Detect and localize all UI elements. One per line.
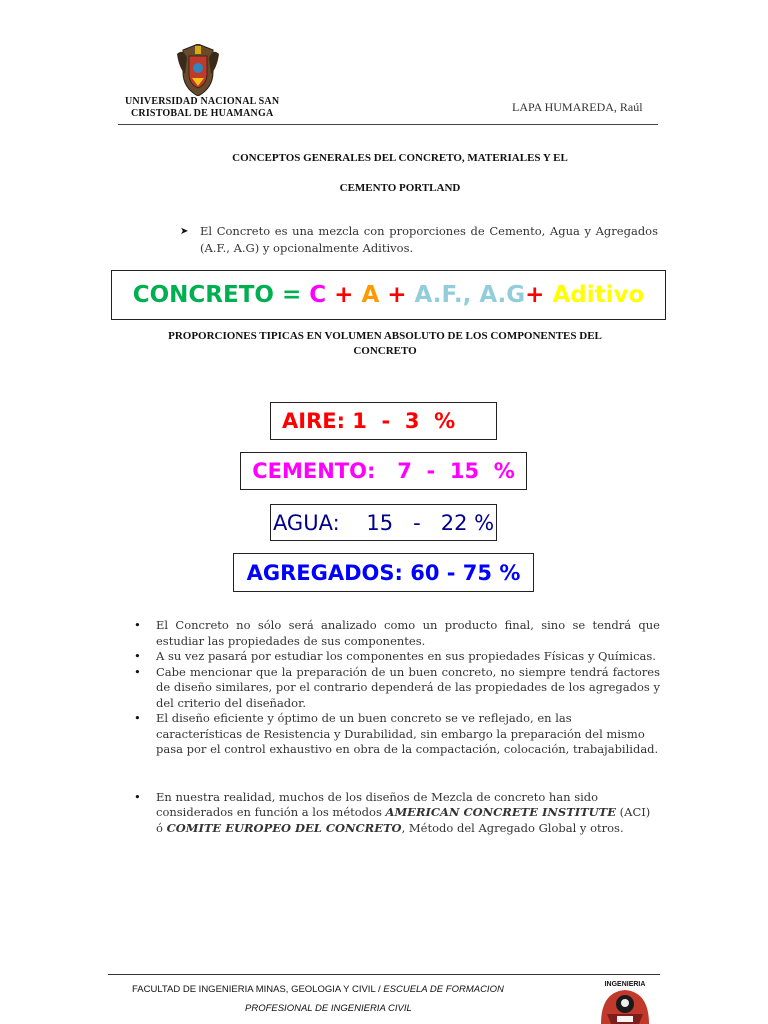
list-item: • El Concreto no sólo será analizado como un producto final, sino se tendrá que estudiar las propiedades de sus componentes.	[134, 618, 660, 649]
agregados-proportion-box: AGREGADOS: 60 - 75 %	[233, 553, 534, 592]
proportions-subtitle	[120, 329, 650, 359]
methods-text-3: , Método del Agregado Global y otros.	[401, 820, 624, 835]
list-item: • Cabe mencionar que la preparación de un buen concreto, no siempre tendrá factores de diseño similares, por el contrario dependerá de las propiedades de los agregados y del criterio del diseñador.	[134, 665, 660, 712]
university-name	[125, 96, 279, 120]
formula-plus-3: +	[525, 282, 553, 308]
footer-divider	[108, 974, 660, 975]
subtitle-line-2: CONCRETO	[353, 345, 417, 357]
cemento-proportion-box: CEMENTO: 7 - 15 %	[240, 452, 527, 490]
footer-line-1	[132, 984, 504, 995]
list-item: • A su vez pasará por estudiar los componentes en sus propiedades Físicas y Químicas.	[134, 649, 660, 665]
formula-equals: =	[273, 282, 310, 308]
logo-text: INGENIERIA	[604, 981, 646, 988]
document-title-line-1: CONCEPTOS GENERALES DEL CONCRETO, MATERIALES Y EL	[232, 152, 568, 164]
formula-c: C	[309, 282, 327, 308]
university-line-2: CRISTOBAL DE HUAMANGA	[131, 108, 274, 119]
arrow-bullet-icon: ➤	[180, 226, 189, 237]
subtitle-line-1: PROPORCIONES TIPICAS EN VOLUMEN ABSOLUTO DE LOS COMPONENTES DEL	[168, 330, 602, 342]
list-item: • El diseño eficiente y óptimo de un buen concreto se ve reflejado, en las características de Resistencia y Durabilidad, sin embargo la preparación del mismo pasa por el control exhaustivo en obra de la compactación, colocación, trabajabilidad.	[134, 711, 660, 758]
formula-aditivo: Aditivo	[552, 282, 645, 308]
formula-af-ag: A.F., A.G	[414, 282, 526, 308]
formula-plus-2: +	[379, 282, 415, 308]
methods-text-1: En nuestra realidad, muchos de los diseños de Mezcla de concreto han sido considerados en función a los métodos	[156, 789, 599, 819]
intro-text: El Concreto es una mezcla con proporciones de Cemento, Agua y Agregados (A.F., A.G) y opcionalmente Aditivos.	[200, 224, 658, 255]
school-name-start: ESCUELA DE FORMACION	[383, 984, 504, 995]
header-divider	[118, 124, 658, 125]
aci-method: AMERICAN CONCRETE INSTITUTE	[385, 805, 617, 819]
formula-a: A	[361, 282, 380, 308]
agua-proportion-box: AGUA: 15 - 22 %	[270, 504, 497, 541]
engineering-logo-icon	[575, 978, 663, 1024]
methods-text-2: (ACI) ó	[156, 805, 651, 835]
list-item	[134, 790, 660, 837]
university-crest-icon	[175, 44, 221, 96]
document-title-line-2: CEMENTO PORTLAND	[339, 182, 461, 194]
formula-concreto: CONCRETO	[132, 282, 274, 308]
aire-proportion-box: AIRE: 1 - 3 %	[270, 402, 497, 440]
intro-paragraph	[180, 223, 658, 257]
bullet-list	[134, 618, 660, 836]
faculty-name: FACULTAD DE INGENIERIA MINAS, GEOLOGIA Y CIVIL /	[132, 984, 384, 995]
formula-plus-1: +	[326, 282, 362, 308]
concrete-formula-box	[111, 270, 666, 320]
author-name: LAPA HUMAREDA, Raúl	[512, 100, 643, 114]
university-line-1: UNIVERSIDAD NACIONAL SAN	[125, 96, 280, 107]
footer-line-2: PROFESIONAL DE INGENIERIA CIVIL	[245, 1003, 412, 1014]
cec-method: COMITE EUROPEO DEL CONCRETO	[166, 820, 402, 835]
